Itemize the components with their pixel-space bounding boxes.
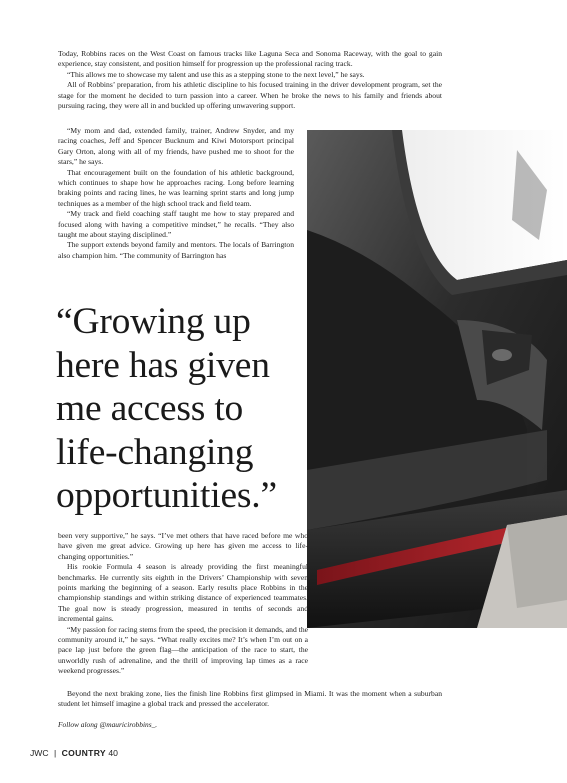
article-column-upper [58,126,294,261]
pull-quote-line: opportunities.” [56,475,277,516]
paragraph: “My passion for racing stems from the speed, the precision it demands, and the community around it,” he says. “What really excites me? It’s when I’m out on a pace lap just before the green flag—the anticipation of the race to start, the unworldly rush of adrenaline, and the thrill of improving lap times as a race weekend progresses.” [58,624,308,676]
section-name: COUNTRY [61,748,106,758]
publication-logo: JWC [30,748,49,758]
pull-quote-line: life-changing [56,431,254,473]
pull-quote [56,300,296,518]
social-handle-credit: Follow along @mauricirobbins_. [58,720,158,729]
pull-quote-line: “Growing up [56,301,251,342]
page-number: 40 [108,748,118,758]
paragraph: That encouragement built on the foundation of his athletic background, which continues to shape how he approaches racing. Long before learning braking points and racing lines, he was learning sprint starts and long jump techniques as a member of the high school track and field team. [58,167,294,208]
paragraph: “My mom and dad, extended family, trainer, Andrew Snyder, and my racing coaches, Jeff and Spencer Bucknum and Kiwi Motorsport principal Gary Orton, along with all of my friends, have pushed me to shoot for the stars,” he says. [58,126,294,167]
pull-quote-line: me access to [56,388,244,429]
paragraph: Beyond the next braking zone, lies the finish line Robbins first glimpsed in Miami. It was the moment when a suburban student let himself imagine a global track and pressed the accelerator. [58,689,442,709]
race-car-photo [307,130,567,628]
article-intro-full-width [58,49,442,111]
article-column-lower [58,531,308,677]
pull-quote-line: here has given [56,344,270,386]
paragraph: All of Robbins’ preparation, from his athletic discipline to his focused training in the driver development program, set the stage for the moment he decided to turn passion into a career. When he broke the news to his family and friends about pursuing racing, they were all in and buckled up offering unwavering support. [58,80,442,111]
paragraph: Today, Robbins races on the West Coast on famous tracks like Laguna Seca and Sonoma Raceway, with the goal to gain experience, stay consistent, and position himself for progression up the professional racing track. [58,49,442,69]
paragraph: The support extends beyond family and mentors. The locals of Barrington also champion him. “The community of Barrington has [58,240,294,260]
page-footer [30,748,118,758]
paragraph: been very supportive,” he says. “I’ve met others that have raced before me who have given me great advice. Growing up here has given me access to life-changing opportunities.” [58,531,308,561]
race-car-cockpit-image [307,130,567,628]
article-closing-full-width [58,689,442,710]
paragraph: His rookie Formula 4 season is already providing the first meaningful benchmarks. He currently sits eighth in the Drivers’ Championship with seven points marking the beginning of a season. Early results place Robbins in the championship standings and within striking distance of experienced teammates. The goal now is steady progression, measured in tenths of seconds and incremental gains. [58,562,308,624]
paragraph: “This allows me to showcase my talent and use this as a stepping stone to the next level,” he says. [67,69,365,79]
paragraph: “My track and field coaching staff taught me how to stay prepared and focused along with having a competitive mindset,” he recalls. “They also taught me about staying disciplined.” [58,209,294,240]
footer-separator: | [54,748,57,758]
